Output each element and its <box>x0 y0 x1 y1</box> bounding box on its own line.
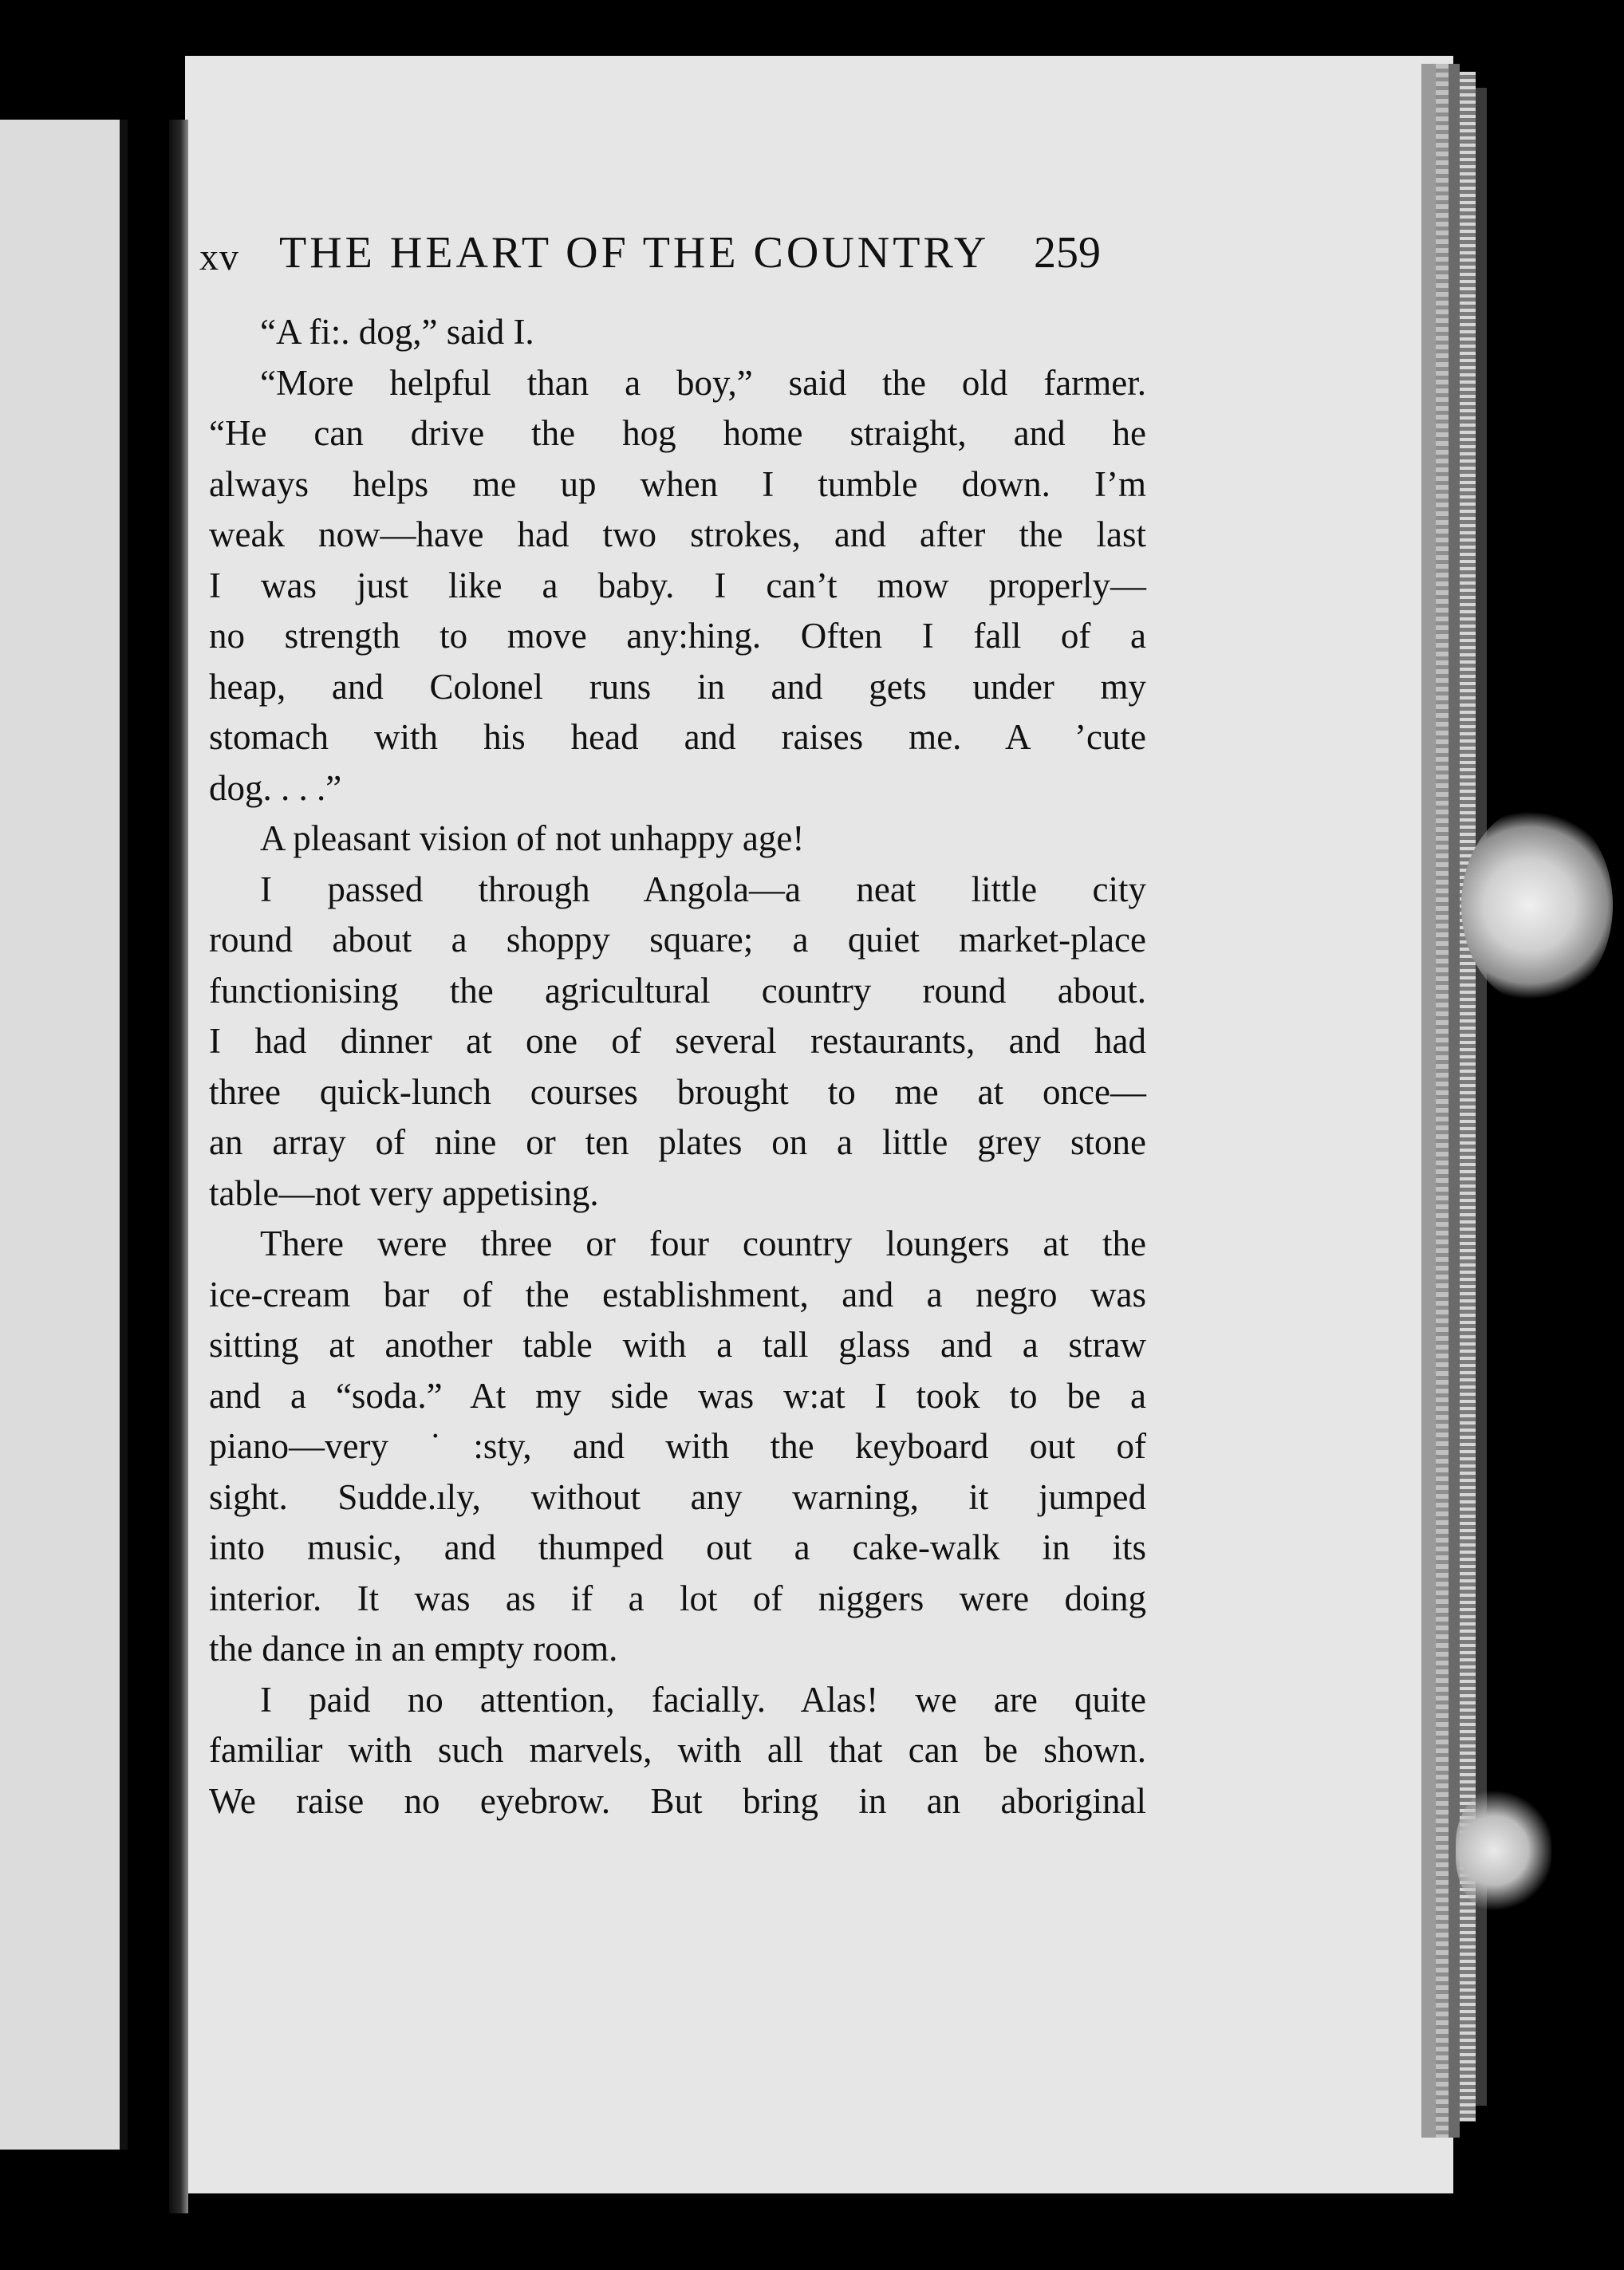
text-line: the dance in an empty room. <box>209 1629 618 1669</box>
text-line: no strength to move any:hing. Often I fall of a <box>209 616 1146 656</box>
running-header <box>199 227 1101 291</box>
text-line: A pleasant vision of not unhappy age! <box>260 818 805 858</box>
scan-artifact <box>533 62 538 96</box>
text-line: sight. Sudde.ıly, without any warning, it jumped <box>209 1476 1146 1517</box>
text-line: “A fi:. dog,” said I. <box>260 312 534 352</box>
text-line: into music, and thumped out a cake-walk in its <box>209 1527 1146 1567</box>
text-line: We raise no eyebrow. But bring in an aboriginal <box>209 1780 1146 1821</box>
facing-page-edge <box>0 120 128 2150</box>
text-line: functionising the agricultural country round about. <box>209 970 1146 1011</box>
text-line: “More helpful than a boy,” said the old farmer. <box>260 362 1146 403</box>
text-line: I had dinner at one of several restaurants, and had <box>209 1021 1146 1061</box>
text-line: familiar with such marvels, with all that can be shown. <box>209 1730 1146 1770</box>
text-line: ice-cream bar of the establishment, and a negro was <box>209 1274 1146 1314</box>
text-line: sitting at another table with a tall glass and a straw <box>209 1325 1146 1365</box>
text-line: interior. It was as if a lot of niggers were doing <box>209 1578 1146 1618</box>
text-line: heap, and Colonel runs in and gets under my <box>209 666 1146 707</box>
scan-artifact <box>1456 1787 1551 1914</box>
text-line: table—not very appetising. <box>209 1172 599 1213</box>
running-title: THE HEART OF THE COUNTRY <box>279 228 990 278</box>
text-line: three quick-lunch courses brought to me at once— <box>209 1071 1146 1112</box>
text-line: piano—very ˙:sty, and with the keyboard out of <box>209 1426 1146 1466</box>
page-number: 259 <box>1034 228 1101 278</box>
text-line: I paid no attention, facially. Alas! we are quite <box>260 1679 1146 1720</box>
text-line: I passed through Angola—a neat little city <box>260 869 1146 909</box>
text-line: and a “soda.” At my side was w:at I took to be a <box>209 1375 1146 1416</box>
text-line: I was just like a baby. I can’t mow properly— <box>209 565 1146 605</box>
page-edge-stack <box>1436 64 1449 2138</box>
text-line: weak now—have had two strokes, and after the last <box>209 514 1146 554</box>
scan-artifact <box>1461 806 1613 1005</box>
chapter-number: xv <box>199 236 239 278</box>
book-gutter <box>169 120 188 2213</box>
text-line: stomach with his head and raises me. A ’cute <box>209 717 1146 757</box>
text-line: There were three or four country loungers at the <box>260 1224 1146 1263</box>
text-line: “He can drive the hog home straight, and he <box>209 413 1146 453</box>
page-edge-stack <box>1421 64 1436 2138</box>
text-line: dog. . . .” <box>209 767 342 808</box>
text-line: always helps me up when I tumble down. I’m <box>209 463 1146 504</box>
page-body <box>209 307 1146 1827</box>
text-line: round about a shoppy square; a quiet market-place <box>209 920 1146 960</box>
text-line: an array of nine or ten plates on a little grey stone <box>209 1122 1146 1162</box>
